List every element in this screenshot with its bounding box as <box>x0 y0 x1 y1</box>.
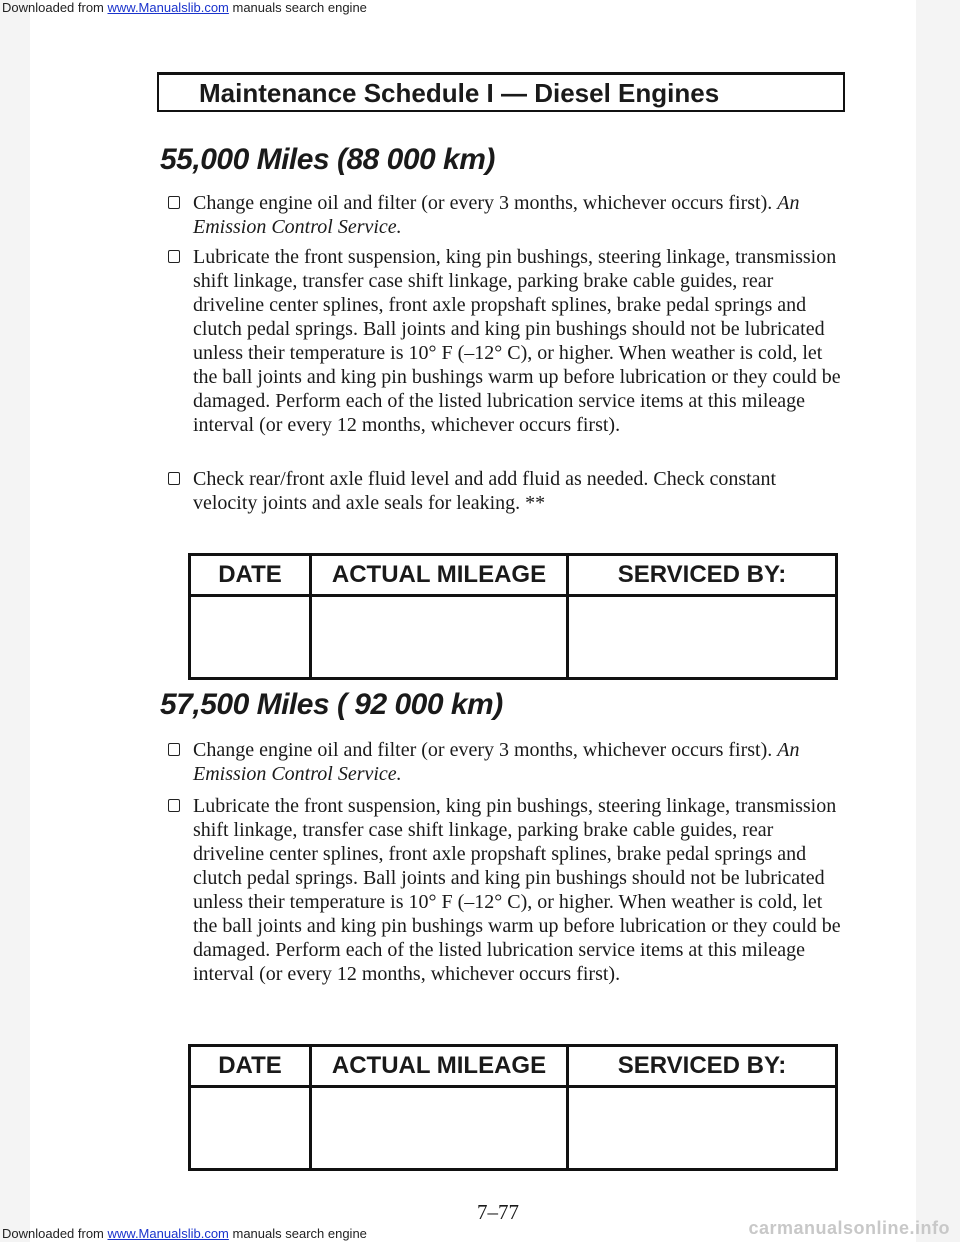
item-italic-note: An Emission Control Service. <box>193 739 800 785</box>
watermark-text: carmanualsonline.info <box>748 1218 950 1238</box>
column-header-serviced-by: SERVICED BY: <box>617 1052 787 1079</box>
service-record-table <box>188 553 838 680</box>
checklist-item <box>193 245 843 437</box>
section-title: 57,500 Miles ( 92 000 km) <box>160 688 503 721</box>
item-text: Lubricate the front suspension, king pin bushings, steering linkage, transmission shift linkage, transfer case shift linkage, parking brake cable guides, rear driveline center splines, front axle propshaft splines, brake pedal springs and clutch pedal springs. Ball joints and king pin bushings should not be lubricated unless their temperature is 10° F (–12° C), or higher. When weather is cold, let the ball joints and king pin bushings warm up before lubrication or they could be damaged. Perform each of the listed lubrication service items at this mileage interval (or every 12 months, whichever occurs first). <box>193 795 841 985</box>
mileage-cell[interactable] <box>312 1088 569 1168</box>
item-text: Change engine oil and filter (or every 3 months, whichever occurs first). <box>193 739 778 761</box>
item-text: Lubricate the front suspension, king pin bushings, steering linkage, transmission shift linkage, transfer case shift linkage, parking brake cable guides, rear driveline center splines, front axle propshaft splines, brake pedal springs and clutch pedal springs. Ball joints and king pin bushings should not be lubricated unless their temperature is 10° F (–12° C), or higher. When weather is cold, let the ball joints and king pin bushings warm up before lubrication or they could be damaged. Perform each of the listed lubrication service items at this mileage interval (or every 12 months, whichever occurs first). <box>193 246 841 436</box>
table-header-row <box>191 556 835 597</box>
checkbox-icon[interactable] <box>168 472 180 485</box>
item-text: Change engine oil and filter (or every 3 months, whichever occurs first). <box>193 192 778 214</box>
item-text: Check rear/front axle fluid level and add fluid as needed. Check constant velocity joints and axle seals for leaking. ** <box>193 468 777 514</box>
checklist-item <box>193 738 843 786</box>
column-header-serviced-by: SERVICED BY: <box>617 561 787 588</box>
manual-page <box>30 0 916 1242</box>
table-row <box>191 1088 835 1168</box>
date-cell[interactable] <box>191 1088 312 1168</box>
date-cell[interactable] <box>191 597 312 677</box>
download-notice-top <box>2 0 367 15</box>
checklist-item <box>193 794 843 986</box>
manualslib-link[interactable]: www.Manualslib.com <box>107 1226 229 1241</box>
checklist-item <box>193 191 843 239</box>
checkbox-icon[interactable] <box>168 250 180 263</box>
checkbox-icon[interactable] <box>168 743 180 756</box>
notice-suffix: manuals search engine <box>228 1226 367 1241</box>
column-header-date: DATE <box>191 556 312 594</box>
checkbox-icon[interactable] <box>168 799 180 812</box>
section-title: 55,000 Miles (88 000 km) <box>160 143 495 176</box>
download-notice-bottom <box>2 1226 367 1241</box>
column-header-mileage: ACTUAL MILEAGE <box>312 1047 569 1085</box>
service-record-table <box>188 1044 838 1171</box>
serviced-by-cell[interactable] <box>569 1088 835 1168</box>
notice-prefix: Downloaded from <box>2 0 108 15</box>
header-title: Maintenance Schedule I — Diesel Engines <box>199 78 720 108</box>
page-header <box>157 72 845 112</box>
notice-prefix: Downloaded from <box>2 1226 108 1241</box>
table-header-row <box>191 1047 835 1088</box>
checklist-item <box>193 467 843 515</box>
mileage-cell[interactable] <box>312 597 569 677</box>
serviced-by-cell[interactable] <box>569 597 835 677</box>
item-italic-note: An Emission Control Service. <box>193 192 800 238</box>
column-header-mileage: ACTUAL MILEAGE <box>312 556 569 594</box>
checkbox-icon[interactable] <box>168 196 180 209</box>
page-number: 7–77 <box>477 1200 519 1224</box>
column-header-date: DATE <box>191 1047 312 1085</box>
manualslib-link[interactable]: www.Manualslib.com <box>107 0 229 15</box>
table-row <box>191 597 835 677</box>
notice-suffix: manuals search engine <box>228 0 367 15</box>
